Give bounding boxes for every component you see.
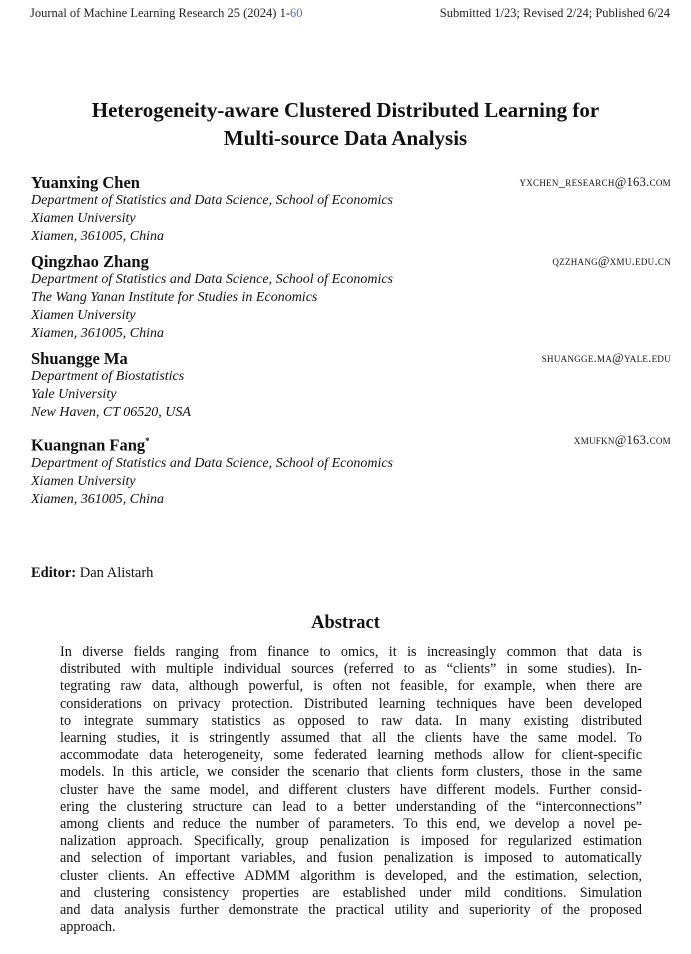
author-name: Yuanxing Chen <box>31 173 140 192</box>
author-block <box>31 350 671 422</box>
author-name: Shuangge Ma <box>31 349 128 368</box>
author-email[interactable]: qzzhang@xmu.edu.cn <box>552 254 671 268</box>
abstract-line: among clients and reduce the number of parameters. To this end, we develop a novel pe- <box>60 816 642 833</box>
author-affiliation-line: Yale University <box>31 387 117 402</box>
abstract-line: and data analysis further demonstrate the practical utility and superiority of the proposed <box>60 902 642 919</box>
abstract-line: accommodate data heterogeneity, some federated learning methods allow for client-specific <box>60 747 642 764</box>
abstract-line: and selection of important variables, and fusion penalization is imposed to automatically <box>60 850 642 867</box>
author-block <box>31 253 671 343</box>
author-affiliation-line: Department of Statistics and Data Science, School of Economics <box>31 455 393 471</box>
journal-header: Journal of Machine Learning Research 25 (2024) 1-60 <box>30 6 303 20</box>
abstract-line: learning studies, it is stringently assumed that all the clients have the same model. To <box>60 730 642 747</box>
abstract-line: distributed with multiple individual sources (referred to as “clients” in some studies). In- <box>60 661 642 678</box>
paper-title: Heterogeneity-aware Clustered Distributed Learning for Multi-source Data Analysis <box>91 98 600 150</box>
author-affiliation-line: Department of Statistics and Data Science, School of Economics <box>31 272 393 287</box>
author-affiliation-line: Xiamen, 361005, China <box>31 491 164 507</box>
submission-dates: Submitted 1/23; Revised 2/24; Published 6/24 <box>439 6 670 20</box>
pages-link[interactable]: 60 <box>289 6 303 20</box>
abstract-line: to integrate summary statistics as opposed to raw data. In many existing distributed <box>60 712 642 729</box>
abstract-line: In diverse fields ranging from finance to omics, it is increasingly common that data is <box>60 644 642 660</box>
corresponding-author-mark: * <box>145 436 150 446</box>
author-block <box>31 432 671 509</box>
abstract-body <box>60 644 642 936</box>
author-affiliation-line: Department of Statistics and Data Science, School of Economics <box>31 193 393 208</box>
author-affiliation-line: Xiamen, 361005, China <box>31 229 164 244</box>
abstract-heading: Abstract <box>311 613 380 633</box>
author-email[interactable]: yxchen_research@163.com <box>519 175 671 189</box>
abstract-line: tegrating raw data, although powerful, is often not feasible, for example, when there are <box>60 678 642 695</box>
abstract-line: cluster clients. An effective ADMM algorithm is developed, and the estimation, selection, <box>60 867 642 884</box>
author-block <box>31 174 671 246</box>
author-name: Kuangnan Fang* <box>31 435 150 455</box>
abstract-line: approach. <box>60 919 116 936</box>
author-affiliation-line: Department of Biostatistics <box>31 369 185 384</box>
abstract-line: and clustering consistency properties are established under mild conditions. Simulation <box>60 884 642 901</box>
author-email[interactable]: shuangge.ma@yale.edu <box>541 351 671 365</box>
author-affiliation-line: Xiamen University <box>31 473 136 489</box>
author-affiliation-line: New Haven, CT 06520, USA <box>31 405 191 420</box>
author-affiliation-line: Xiamen University <box>31 211 136 226</box>
editor-line: Editor: Dan Alistarh <box>31 565 154 581</box>
abstract-line: cluster have the same model, and different clusters have different models. Further consid- <box>60 781 642 798</box>
author-email[interactable]: xmufkn@163.com <box>573 433 671 447</box>
author-affiliation-line: Xiamen, 361005, China <box>31 326 164 341</box>
author-name: Qingzhao Zhang <box>31 252 149 271</box>
author-affiliation-line: The Wang Yanan Institute for Studies in Economics <box>31 290 318 305</box>
abstract-line: ering the clustering structure can lead to a better understanding of the “interconnections” <box>60 798 642 815</box>
abstract-line: considerations on privacy protection. Distributed learning techniques have been developed <box>60 695 642 712</box>
author-affiliation-line: Xiamen University <box>31 308 136 323</box>
abstract-line: nalization approach. Specifically, group penalization is imposed for regularized estimation <box>60 833 642 850</box>
abstract-line: models. In this article, we consider the scenario that clients form clusters, those in the same <box>60 764 642 781</box>
